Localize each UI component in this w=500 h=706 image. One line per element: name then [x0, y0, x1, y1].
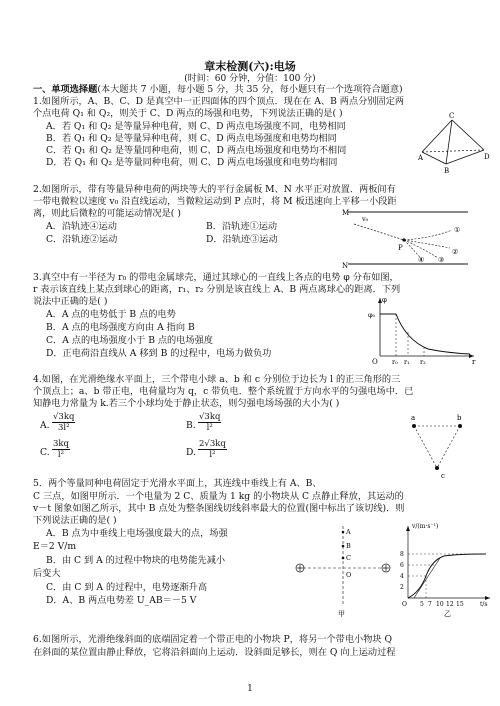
q4-d-num: 2√3kq — [199, 439, 226, 449]
label-b: B — [444, 167, 450, 175]
point-o-label: O — [346, 571, 352, 579]
t-tick-15: 15 — [456, 601, 464, 608]
q4-option-b-label: B. — [186, 420, 196, 431]
q3-stem-line1: 3.真空中有一半径为 r₀ 的带电金属球壳，通过其球心的一直线上各点的电势 φ 分布如图， — [33, 272, 399, 283]
q3-stem-line3: 说法中正确的是( ) — [33, 296, 108, 307]
q1-stem-line2: 个点电荷 Q₁ 和 Q₂，则关于 C、D 两点的场强和电势，下列说法正确的是( ) — [33, 108, 343, 119]
q4-option-b-fraction — [198, 412, 221, 433]
q5-option-c: C．由 C 到 A 的过程中，电势逐渐升高 — [46, 582, 208, 593]
q4-option-c-label: C. — [40, 447, 50, 458]
point-a-label: A — [346, 528, 351, 536]
q4-a-num: √3kq — [53, 412, 75, 422]
q6-stem-line1: 6.如图所示，光滑绝缘斜面的底端固定着一个带正电的小物块 P，将另一个带电小物块 Q — [33, 634, 393, 645]
label-p: P — [398, 244, 403, 252]
track-2-label: ② — [452, 248, 459, 256]
t-axis-label: t/s — [480, 601, 488, 608]
q4-stem-line3: 知静电力常量为 k.若三个小球均处于静止状态，则匀强电场场强的大小为( ) — [33, 398, 340, 409]
track-3-label: ③ — [438, 256, 445, 264]
q1-option-d: D．若 Q₁ 和 Q₂ 是等量同种电荷，则 C、D 两点电场强度和电势均相同 — [46, 157, 338, 168]
q3-option-b: B．A 点的电场强度方向由 A 指向 B — [46, 322, 195, 333]
q1-stem-line1: 1.如图所示，A、B、C、D 是真空中一正四面体的四个顶点．现在在 A、B 两点分别固定两 — [33, 96, 405, 107]
v-tick-4: 4 — [400, 573, 404, 580]
q5-option-b-line2: 后变大 — [33, 568, 61, 579]
label-a: A — [418, 154, 424, 162]
q6-stem-line2: 在斜面的某位置由静止释放，它将沿斜面向上运动．设斜面足够长，则在 Q 向上运动过程 — [33, 647, 396, 658]
q1-option-b: B．若 Q₁ 和 Q₂ 是等量异种电荷，则 C、D 两点电场强度和电势均相同 — [46, 133, 337, 144]
q1-option-a: A．若 Q₁ 和 Q₂ 是等量异种电荷，则 C、D 两点电场强度不同，电势相同 — [46, 121, 346, 132]
section-heading — [33, 84, 403, 96]
origin-label: O — [372, 358, 378, 366]
point-c-label: C — [346, 554, 351, 562]
track-1-label: ① — [454, 226, 461, 234]
track-4-label: ④ — [418, 256, 425, 264]
q4-option-d-fraction — [198, 439, 227, 460]
v-tick-2: 2 — [400, 584, 404, 591]
axis-r-label: r — [472, 358, 476, 366]
ball-b-label: b — [457, 414, 462, 422]
q5-figure-yi-vt-graph — [396, 518, 496, 618]
q4-b-den: l² — [206, 423, 213, 433]
q5-stem-line3: v－t 图象如图乙所示，其中 B 点处为整条图线切线斜率最大的位置(图中标出了该切线)．则 — [33, 503, 405, 514]
parallel-plates-figure — [342, 204, 472, 270]
page-subtitle: (时间：60 分钟，分值：100 分) — [184, 74, 316, 84]
q4-stem-line2: 个顶点上；a、b 带正电，电荷量均为 q，c 带负电．整个系统置于方向水平的匀强电场中．已 — [33, 386, 414, 397]
t-tick-10: 10 — [436, 601, 444, 608]
tetrahedron-figure — [418, 110, 490, 176]
q4-b-num: √3kq — [199, 412, 221, 422]
v-axis-label: v/(m·s⁻¹) — [412, 523, 439, 530]
figure-jia-caption: 甲 — [338, 610, 345, 618]
label-v0: v₀ — [362, 215, 369, 223]
page-title: 章末检测(六):电场 — [204, 60, 296, 73]
q4-option-d-label: D. — [186, 447, 196, 458]
figure-yi-caption: 乙 — [444, 610, 451, 618]
q2-stem-line3: 离，则此后微粒的可能运动情况是( ) — [33, 208, 181, 219]
t-tick-12: 12 — [446, 601, 454, 608]
q4-d-den: l² — [209, 450, 216, 460]
v-tick-8: 8 — [400, 551, 404, 558]
r0-label: r₀ — [392, 358, 398, 366]
section-heading-label: 一、单项选择题 — [33, 84, 98, 95]
q2-option-c: C．沿轨迹②运动 — [46, 234, 118, 245]
label-c: C — [449, 112, 455, 120]
v-tick-6: 6 — [400, 562, 404, 569]
q3-option-a: A．A 点的电势低于 B 点的电势 — [46, 309, 176, 320]
ball-c-label: c — [441, 472, 445, 480]
q4-a-den: 3l² — [57, 423, 70, 433]
q5-option-a-line1: A．B 点为中垂线上电场强度最大的点，场强 — [46, 528, 228, 539]
q5-figure-jia — [290, 522, 394, 618]
q5-stem-line2: C 三点，如图甲所示．一个电量为 2 C、质量为 1 kg 的小物块从 C 点静止释放，其运动的 — [33, 491, 404, 502]
r1-label: r₁ — [404, 358, 410, 366]
q3-option-c: C．A 点的电场强度小于 B 点的电场强度 — [46, 335, 213, 346]
q5-stem-line1: 5．两个等量同种电荷固定于光滑水平面上，其连线中垂线上有 A、B、 — [33, 478, 322, 489]
q2-option-b: B．沿轨迹①运动 — [206, 221, 278, 232]
q2-option-a: A．沿轨迹④运动 — [46, 221, 117, 232]
t-tick-5: 5 — [420, 601, 424, 608]
q3-stem-line2: r 表示该直线上某点到球心的距离，r₁、r₂ 分别是该直线上 A、B 两点离球心的距离．下列 — [33, 284, 401, 295]
q5-stem-line4: 下列说法正确的是( ) — [33, 515, 117, 526]
phi0-label: φ₀ — [368, 311, 376, 319]
q4-c-den: l² — [57, 450, 65, 460]
q4-c-num: 3kq — [53, 439, 69, 449]
label-m: M — [342, 209, 350, 217]
label-n: N — [342, 262, 349, 270]
page-number: 1 — [247, 684, 253, 694]
vt-origin: O — [402, 601, 407, 608]
potential-graph-figure — [368, 294, 480, 366]
q2-stem-line1: 2.如图所示，带有等量异种电荷的两块等大的平行金属板 M、N 水平正对放置．两板间有 — [33, 184, 396, 195]
ball-a-label: a — [411, 414, 416, 422]
triangle-charges-figure — [404, 412, 474, 484]
q4-option-a-label: A. — [40, 420, 50, 431]
point-b-label: B — [346, 542, 351, 550]
q4-option-a-fraction — [52, 412, 75, 433]
q2-option-d: D．沿轨迹③运动 — [206, 234, 278, 245]
axis-phi-label: φ — [382, 296, 387, 304]
t-tick-7: 7 — [428, 601, 432, 608]
q4-option-c-fraction — [52, 439, 70, 460]
q5-option-b-line1: B．由 C 到 A 的过程中物块的电势能先减小 — [46, 555, 226, 566]
q2-stem-line2: 一带电微粒以速度 v₀ 沿直线运动，当微粒运动到 P 点时，将 M 板迅速向上平移一小段距 — [33, 196, 397, 207]
section-intro: (本大题共 7 小题，每小题 5 分，共 35 分，每小题只有一个选项符合题意) — [97, 84, 403, 95]
q5-option-d: D．A、B 两点电势差 U_AB＝－5 V — [46, 595, 197, 606]
q5-option-a-line2: E＝2 V/m — [33, 541, 77, 552]
q1-option-c: C．若 Q₁ 和 Q₂ 是等量同种电荷，则 C、D 两点电场强度和电势均不相同 — [46, 145, 347, 156]
q4-stem-line1: 4.如图，在光滑绝缘水平面上，三个带电小球 a、b 和 c 分别位于边长为 l 的正三角形的三 — [33, 374, 401, 385]
r2-label: r₂ — [420, 358, 426, 366]
q3-option-d: D．正电荷沿直线从 A 移到 B 的过程中，电场力做负功 — [46, 348, 272, 359]
label-d: D — [484, 153, 490, 161]
